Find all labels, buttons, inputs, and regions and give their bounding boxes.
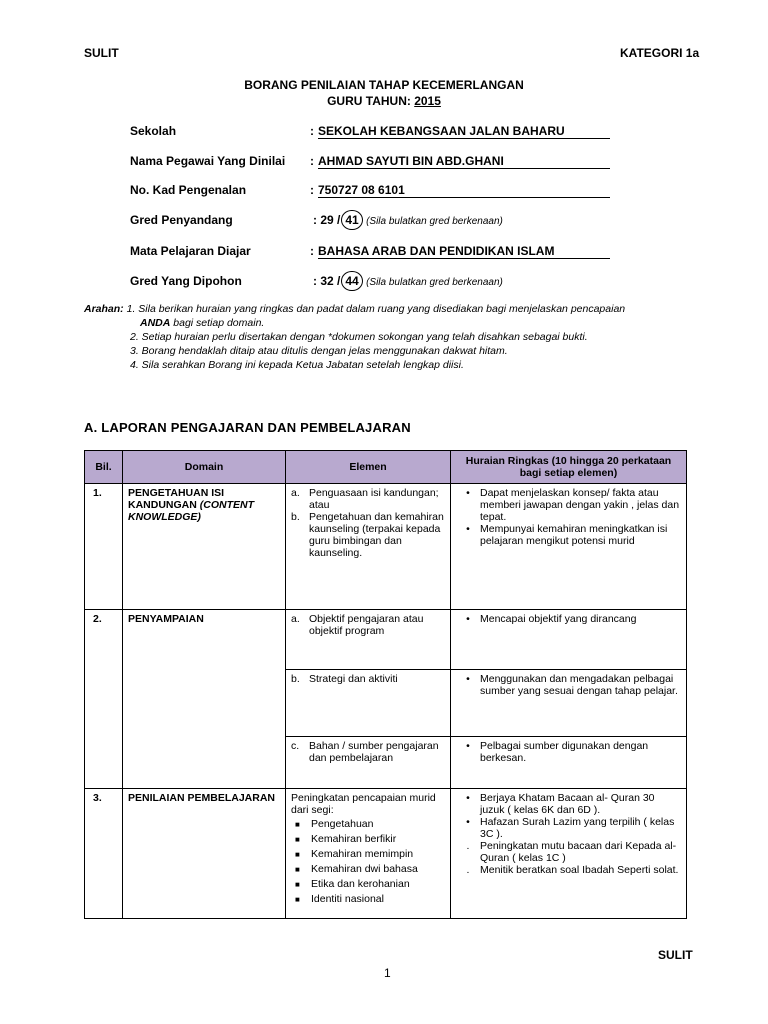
list-item <box>291 848 445 861</box>
instruction-1-end: bagi setiap domain. <box>173 317 265 329</box>
list-item <box>291 863 445 876</box>
form-title: BORANG PENILAIAN TAHAP KECEMERLANGAN <box>244 78 524 92</box>
cell-elemen <box>286 789 451 919</box>
section-a-title: A. LAPORAN PENGAJARAN DAN PEMBELAJARAN <box>84 420 411 435</box>
item-marker: a. <box>291 487 300 499</box>
gred-low: 32 <box>320 274 334 288</box>
cell-domain: PENYAMPAIAN <box>123 610 286 789</box>
list-item <box>291 878 445 891</box>
field-value-nama: AHMAD SAYUTI BIN ABD.GHANI <box>318 154 610 169</box>
header-domain: Domain <box>123 451 286 484</box>
gred-circled: 44 <box>341 271 362 291</box>
field-label-kad: No. Kad Pengenalan <box>130 183 247 197</box>
elemen-item: Strategi dan aktiviti <box>309 673 398 685</box>
field-label-gred-penyandang: Gred Penyandang <box>130 213 233 227</box>
list-item <box>291 833 445 846</box>
huraian-item: Menitik beratkan soal Ibadah Seperti solat. <box>480 864 679 876</box>
cell-elemen <box>286 737 451 789</box>
item-marker: b. <box>291 673 300 685</box>
square-bullet-icon: ■ <box>295 850 300 859</box>
colon: : <box>310 244 314 258</box>
huraian-item: Hafazan Surah Lazim yang terpilih ( kelas 3C ). <box>480 816 675 840</box>
cell-huraian <box>451 610 687 670</box>
elemen-intro: Peningkatan pencapaian murid dari segi: <box>291 792 436 816</box>
colon: : <box>310 154 314 168</box>
huraian-item: Menggunakan dan mengadakan pelbagai sumber yang sesuai dengan tahap pelajar. <box>480 673 678 697</box>
elemen-item: Penguasaan isi kandungan; atau <box>309 487 439 511</box>
assessment-table <box>84 450 687 919</box>
cell-huraian <box>451 789 687 919</box>
elemen-list <box>291 818 445 906</box>
instruction-1: 1. Sila berikan huraian yang ringkas dan padat dalam ruang yang disediakan bagi menjelaskan pencapaian <box>126 303 626 315</box>
domain-text: PENGETAHUAN ISI KANDUNGAN <box>128 487 225 511</box>
bullet-icon: • <box>466 487 470 499</box>
instruction-3: 3. Borang hendaklah ditaip atau ditulis dengan jelas menggunakan dakwat hitam. <box>130 345 508 357</box>
footer-sulit: SULIT <box>658 948 693 962</box>
square-bullet-icon: ■ <box>295 820 300 829</box>
table-header-row <box>85 451 687 484</box>
table-row <box>85 789 687 919</box>
item-marker: b. <box>291 511 300 523</box>
square-bullet-icon: ■ <box>295 835 300 844</box>
gred-note: (Sila bulatkan gred berkenaan) <box>366 277 503 288</box>
field-value-kad: 750727 08 6101 <box>318 183 610 198</box>
gred-low: 29 <box>320 213 334 227</box>
table-row <box>85 484 687 610</box>
cell-domain: PENILAIAN PEMBELAJARAN <box>123 789 286 919</box>
domain-italic: (CONTENT KNOWLEDGE) <box>128 499 255 523</box>
dot-marker: . <box>466 864 470 876</box>
huraian-item: Mencapai objektif yang dirancang <box>480 613 637 625</box>
square-bullet-icon: ■ <box>295 865 300 874</box>
instructions-label: Arahan: <box>84 303 124 315</box>
elemen-item: Bahan / sumber pengajaran dan pembelajaran <box>309 740 439 764</box>
colon: : <box>310 183 314 197</box>
cell-huraian <box>451 670 687 737</box>
cell-bil: 2. <box>85 610 123 789</box>
cell-domain <box>123 484 286 610</box>
instruction-1-bold: ANDA <box>140 317 171 329</box>
list-item-text: Etika dan kerohanian <box>311 878 410 890</box>
list-item-text: Kemahiran berfikir <box>311 833 397 845</box>
huraian-item: Berjaya Khatam Bacaan al- Quran 30 juzuk ( kelas 6K dan 6D ). <box>480 792 655 816</box>
bullet-icon: • <box>466 613 470 625</box>
form-subtitle <box>0 94 768 108</box>
elemen-item: Objektif pengajaran atau objektif program <box>309 613 424 637</box>
bullet-icon: • <box>466 816 470 828</box>
elemen-item: Pengetahuan dan kemahiran kaunseling (terpakai kepada guru bimbingan dan kaunseling. <box>309 511 444 559</box>
table-row <box>85 610 687 670</box>
field-label-nama: Nama Pegawai Yang Dinilai <box>130 154 286 168</box>
instruction-2: 2. Setiap huraian perlu disertakan dengan *dokumen sokongan yang telah disahkan sebagai bukti. <box>130 331 588 343</box>
huraian-item: Pelbagai sumber digunakan dengan berkesan. <box>480 740 649 764</box>
gred-note: (Sila bulatkan gred berkenaan) <box>366 216 503 227</box>
field-label-sekolah: Sekolah <box>130 124 177 138</box>
list-item <box>291 818 445 831</box>
instruction-4: 4. Sila serahkan Borang ini kepada Ketua Jabatan setelah lengkap diisi. <box>130 359 464 371</box>
gred-penyandang-value: : 29 / 41 (Sila bulatkan gred berkenaan) <box>313 210 503 230</box>
bullet-icon: • <box>466 740 470 752</box>
subtitle-prefix: GURU TAHUN: <box>327 94 411 108</box>
cell-huraian <box>451 737 687 789</box>
list-item-text: Kemahiran dwi bahasa <box>311 863 418 875</box>
cell-elemen <box>286 670 451 737</box>
huraian-item: Dapat menjelaskan konsep/ fakta atau memberi jawapan dengan yakin , jelas dan tepat. <box>480 487 680 523</box>
header-huraian: Huraian Ringkas (10 hingga 20 perkataan bagi setiap elemen) <box>451 451 687 484</box>
bullet-icon: • <box>466 673 470 685</box>
cell-bil: 1. <box>85 484 123 610</box>
field-label-gred-dipohon: Gred Yang Dipohon <box>130 274 242 288</box>
list-item <box>291 893 445 906</box>
item-marker: a. <box>291 613 300 625</box>
list-item-text: Kemahiran memimpin <box>311 848 414 860</box>
page-number: 1 <box>384 966 391 980</box>
subtitle-year: 2015 <box>414 94 441 108</box>
cell-elemen <box>286 484 451 610</box>
gred-circled: 41 <box>341 210 362 230</box>
header-bil: Bil. <box>85 451 123 484</box>
huraian-item: Mempunyai kemahiran meningkatkan isi pelajaran mengikut potensi murid <box>480 523 668 547</box>
colon: : <box>310 124 314 138</box>
list-item-text: Identiti nasional <box>311 893 384 905</box>
header-elemen: Elemen <box>286 451 451 484</box>
cell-huraian <box>451 484 687 610</box>
field-value-sekolah: SEKOLAH KEBANGSAAN JALAN BAHARU <box>318 124 610 139</box>
huraian-item: Peningkatan mutu bacaan dari Kepada al- Quran ( kelas 1C ) <box>480 840 677 864</box>
header-kategori: KATEGORI 1a <box>620 46 700 60</box>
dot-marker: . <box>466 840 470 852</box>
cell-bil: 3. <box>85 789 123 919</box>
header-sulit-left: SULIT <box>84 46 119 60</box>
instructions <box>84 302 734 372</box>
square-bullet-icon: ■ <box>295 895 300 904</box>
item-marker: c. <box>291 740 300 752</box>
square-bullet-icon: ■ <box>295 880 300 889</box>
cell-elemen <box>286 610 451 670</box>
gred-dipohon-value: : 32 / 44 (Sila bulatkan gred berkenaan) <box>313 271 503 291</box>
list-item-text: Pengetahuan <box>311 818 374 830</box>
field-label-mata-pelajaran: Mata Pelajaran Diajar <box>130 244 251 258</box>
field-value-mata-pelajaran: BAHASA ARAB DAN PENDIDIKAN ISLAM <box>318 244 610 259</box>
bullet-icon: • <box>466 792 470 804</box>
bullet-icon: • <box>466 523 470 535</box>
